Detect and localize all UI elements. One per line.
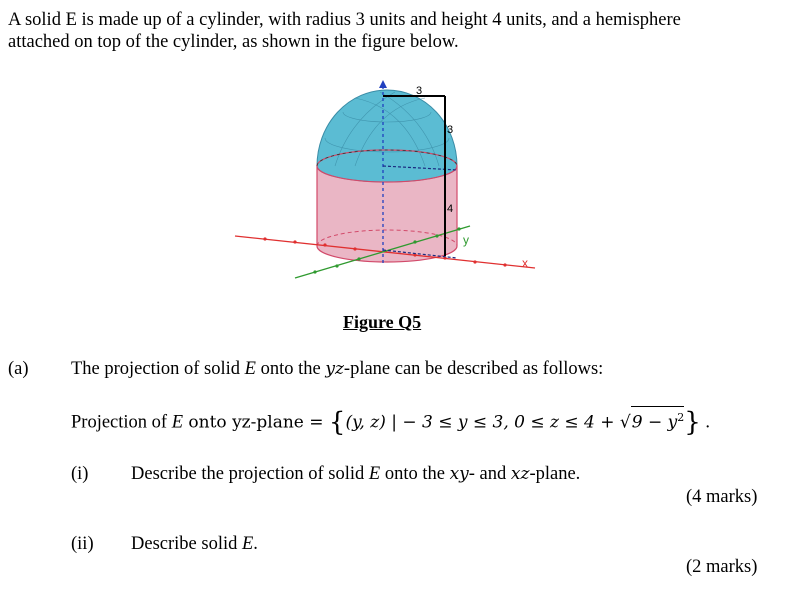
label-radius-side: 3 [447,124,454,136]
intro-line-1: A solid E is made up of a cylinder, with radius 3 units and height 4 units, and a hemisphere [8,10,681,30]
label-x-axis: x [522,256,528,270]
part-i-marks: (4 marks) [686,487,758,507]
hemisphere [317,90,457,182]
sqrt-expression: $9 - y^2$ [631,406,684,434]
part-a-label: (a) [8,359,29,379]
figure-caption: Figure Q5 [343,312,422,332]
solid-figure [225,78,555,288]
part-i-text: Describe the projection of solid E onto the xy- and xz-plane. [131,464,581,484]
label-height: 4 [447,203,454,215]
z-axis-arrow [379,80,387,88]
part-a-text: The projection of solid E onto the yz-plane can be described as follows: [71,359,604,379]
part-ii-label: (ii) [71,534,94,554]
part-ii-text: Describe solid E. [131,534,258,554]
label-y-axis: y [463,233,469,247]
part-ii-marks: (2 marks) [686,557,758,577]
intro-line-2: attached on top of the cylinder, as shown in the figure below. [8,32,459,52]
projection-formula: Projection of E onto yz-plane = {(y, z) | − 3 ≤ y ≤ 3, $0 \le z \le 4 + √9 - y^2$} . [71,407,711,438]
part-i-label: (i) [71,464,89,484]
label-radius-top: 3 [416,85,423,97]
